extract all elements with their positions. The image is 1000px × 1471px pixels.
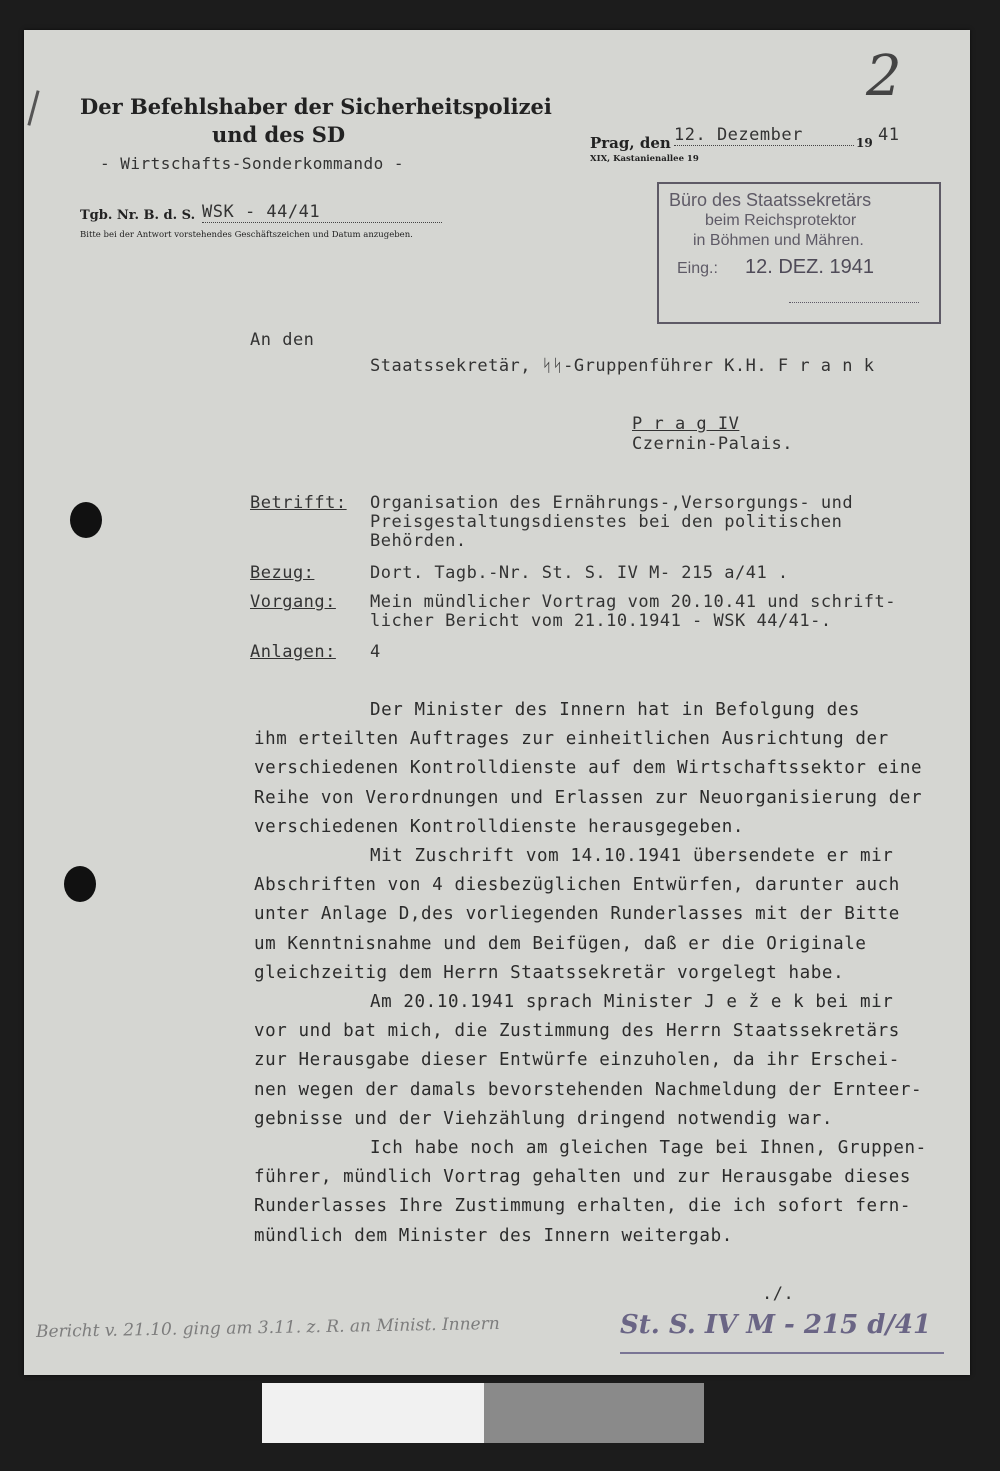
page-number: 2: [866, 44, 902, 109]
body-line: Reihe von Verordnungen und Erlassen zur Neuorganisierung der: [254, 788, 923, 808]
body-line: führer, mündlich Vortrag gehalten und zur Herausgabe dieses: [254, 1167, 912, 1187]
calibration-swatch-gray: [484, 1383, 704, 1443]
stamp-signature-line: [789, 302, 919, 303]
body-line: gebnisse und der Viehzählung dringend notwendig war.: [254, 1109, 834, 1129]
betrifft-line2: Preisgestaltungsdienstes bei den politischen: [370, 512, 843, 532]
dateline-year: 41: [878, 125, 900, 145]
letterhead-line1: Der Befehlshaber der Sicherheitspolizei: [80, 94, 552, 119]
body-line: verschiedenen Kontrolldienste herausgegeben.: [254, 817, 744, 837]
body-line: Mit Zuschrift vom 14.10.1941 übersendete er mir: [370, 846, 894, 866]
stamp-line3: in Böhmen und Mähren.: [693, 232, 864, 249]
body-line: unter Anlage D,des vorliegenden Runderlasses mit der Bitte: [254, 904, 900, 924]
body-line: Der Minister des Innern hat in Befolgung des: [370, 700, 860, 720]
recipient-city: P r a g IV: [632, 414, 740, 434]
dateline-address: XIX, Kastanienallee 19: [590, 154, 699, 164]
reference-footer-underline: [620, 1352, 944, 1354]
recipient-name: Staatssekretär, ᛋᛋ-Gruppenführer K.H. F r a n k: [370, 356, 875, 376]
calibration-swatch-white: [262, 1383, 484, 1443]
reference-prefix: Tgb. Nr. B. d. S.: [80, 208, 196, 223]
receipt-stamp: [657, 182, 941, 324]
body-line: verschiedenen Kontrolldienste auf dem Wirtschaftssektor eine: [254, 758, 923, 778]
betrifft-label: Betrifft:: [250, 493, 347, 513]
letterhead-line3: - Wirtschafts-Sonderkommando -: [100, 154, 404, 173]
reference-number: WSK - 44/41: [202, 202, 442, 223]
body-line: Runderlasses Ihre Zustimmung erhalten, die ich sofort fern-: [254, 1196, 912, 1216]
stamp-line2: beim Reichsprotektor: [705, 212, 857, 229]
dateline-year-prefix: 19: [856, 136, 873, 150]
body-line: Am 20.10.1941 sprach Minister J e ž e k bei mir: [370, 992, 894, 1012]
margin-mark: [27, 90, 39, 126]
vorgang-line2: licher Bericht vom 21.10.1941 - WSK 44/41-.: [370, 611, 832, 631]
reference-note: Bitte bei der Antwort vorstehendes Geschäftszeichen und Datum anzugeben.: [80, 230, 413, 240]
body-line: zur Herausgabe dieser Entwürfe einzuholen, da ihr Erschei-: [254, 1050, 900, 1070]
body-line: um Kenntnisnahme und dem Beifügen, daß er die Originale: [254, 934, 867, 954]
recipient-an: An den: [250, 330, 315, 350]
handwritten-note: Bericht v. 21.10. ging am 3.11. z. R. an Minist. Innern: [35, 1313, 500, 1343]
letterhead-line2: und des SD: [212, 122, 346, 147]
body-line: Abschriften von 4 diesbezüglichen Entwürfen, darunter auch: [254, 875, 900, 895]
punch-hole-lower: [64, 866, 96, 902]
stamp-eing-date: 12. DEZ. 1941: [745, 256, 874, 278]
body-line: gleichzeitig dem Herrn Staatssekretär vorgelegt habe.: [254, 963, 845, 983]
stamp-line1: Büro des Staatssekretärs: [669, 190, 872, 210]
betrifft-line1: Organisation des Ernährungs-,Versorgungs- und: [370, 493, 854, 513]
bezug-value: Dort. Tagb.-Nr. St. S. IV M- 215 a/41 .: [370, 563, 789, 583]
dateline-date: 12. Dezember: [674, 125, 854, 146]
reference-footer: St. S. IV M - 215 d/41: [620, 1310, 932, 1340]
betrifft-line3: Behörden.: [370, 531, 467, 551]
body-line: ihm erteilten Auftrages zur einheitlichen Ausrichtung der: [254, 729, 889, 749]
vorgang-line1: Mein mündlicher Vortrag vom 20.10.41 und schrift-: [370, 592, 897, 612]
body-line: vor und bat mich, die Zustimmung des Herrn Staatssekretärs: [254, 1021, 900, 1041]
vorgang-label: Vorgang:: [250, 592, 336, 612]
body-line: nen wegen der damals bevorstehenden Nachmeldung der Ernteer-: [254, 1080, 923, 1100]
continuation-mark: ./.: [762, 1284, 795, 1304]
punch-hole-upper: [70, 502, 102, 538]
anlagen-label: Anlagen:: [250, 642, 336, 662]
stamp-eing-label: Eing.:: [677, 260, 718, 277]
recipient-building: Czernin-Palais.: [632, 434, 794, 454]
anlagen-value: 4: [370, 642, 381, 662]
dateline-prefix: Prag, den: [590, 134, 671, 152]
body-line: Ich habe noch am gleichen Tage bei Ihnen, Gruppen-: [370, 1138, 927, 1158]
body-line: mündlich dem Minister des Innern weitergab.: [254, 1226, 733, 1246]
document-page: [24, 30, 970, 1375]
bezug-label: Bezug:: [250, 563, 315, 583]
